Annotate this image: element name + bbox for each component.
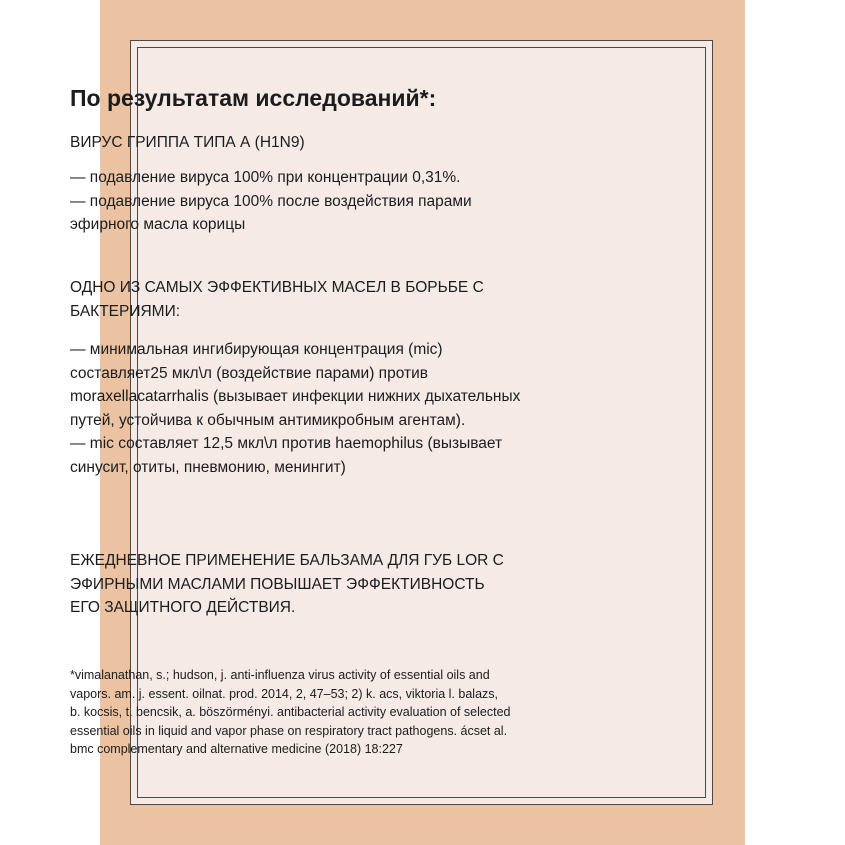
references-footnote bbox=[70, 666, 590, 759]
virus-section-title: ВИРУС ГРИППА ТИПА А (H1N9) bbox=[70, 134, 305, 151]
bacteria-title-line: БАКТЕРИЯМИ: bbox=[70, 302, 181, 320]
footnote-line: b. kocsis, t. bencsik, a. böszörményi. antibacterial activity evaluation of selected bbox=[70, 705, 511, 719]
closing-statement bbox=[70, 549, 610, 620]
footnote-line: bmc complementary and alternative medicine (2018) 18:227 bbox=[70, 742, 403, 756]
virus-result-line: — подавление вируса 100% после воздействия парами bbox=[70, 192, 472, 210]
bacteria-section-title bbox=[70, 276, 610, 323]
bacteria-result-line: moraxellacatarrhalis (вызывает инфекции нижних дыхательных bbox=[70, 388, 521, 405]
footnote-line: essential oils in liquid and vapor phase on respiratory tract pathogens. ácset al. bbox=[70, 723, 508, 738]
bacteria-result-line: составляет25 мкл\л (воздействие парами) против bbox=[70, 364, 428, 382]
closing-line: ЕЖЕДНЕВНОЕ ПРИМЕНЕНИЕ БАЛЬЗАМА ДЛЯ ГУБ LOR С bbox=[70, 552, 504, 569]
page-title: По результатам исследований*: bbox=[70, 85, 437, 111]
bacteria-result-line: — минимальная ингибирующая концентрация (mic) bbox=[70, 341, 443, 358]
bacteria-result-line: — mic составляет 12,5 мкл\л против haemophilus (вызывает bbox=[70, 435, 503, 452]
virus-result-line: эфирного масла корицы bbox=[70, 216, 246, 233]
closing-line: ЭФИРНЫМИ МАСЛАМИ ПОВЫШАЕТ ЭФФЕКТИВНОСТЬ bbox=[70, 575, 485, 593]
footnote-line: vapors. am. j. essent. oilnat. prod. 2014, 2, 47–53; 2) k. acs, viktoria l. balazs, bbox=[70, 686, 498, 701]
bacteria-results-list bbox=[70, 338, 610, 479]
footnote-line: *vimalanathan, s.; hudson, j. anti-influenza virus activity of essential oils and bbox=[70, 668, 490, 682]
virus-results-list bbox=[70, 166, 610, 237]
virus-result-line: — подавление вируса 100% при концентрации 0,31%. bbox=[70, 169, 461, 186]
bacteria-result-line: синусит, отиты, пневмонию, менингит) bbox=[70, 458, 346, 476]
bacteria-title-line: ОДНО ИЗ САМЫХ ЭФФЕКТИВНЫХ МАСЕЛ В БОРЬБЕ С bbox=[70, 279, 484, 296]
closing-line: ЕГО ЗАЩИТНОГО ДЕЙСТВИЯ. bbox=[70, 599, 296, 616]
bacteria-result-line: путей, устойчива к обычным антимикробным агентам). bbox=[70, 411, 466, 429]
